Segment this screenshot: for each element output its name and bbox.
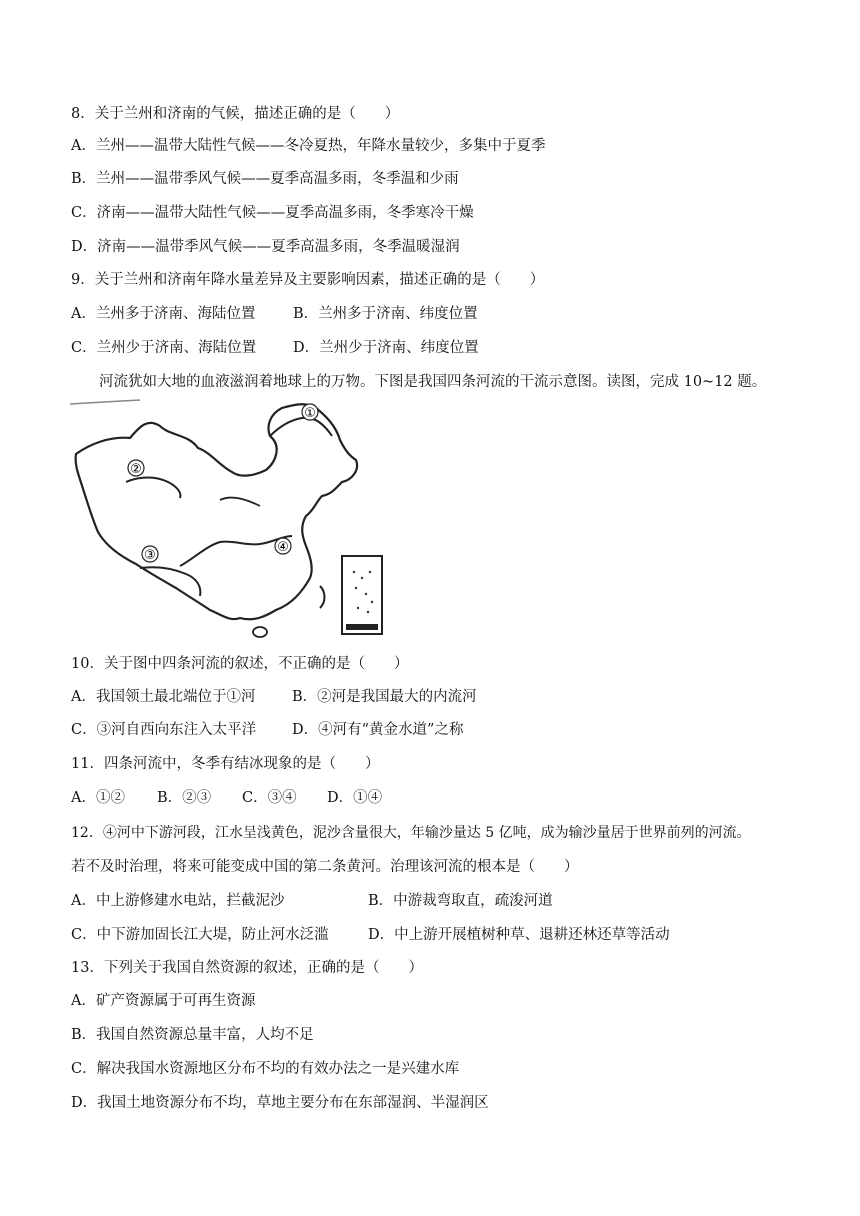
q9-option-d: D．兰州少于济南、纬度位置	[293, 340, 479, 356]
china-outline	[76, 404, 357, 619]
q10-stem: 10．关于图中四条河流的叙述，不正确的是（ ）	[71, 656, 409, 672]
q9-option-a: A．兰州多于济南、海陆位置	[71, 306, 256, 322]
rivers-intro: 河流犹如大地的血液滋润着地球上的万物。下图是我国四条河流的干流示意图。读图，完成 10~12 题。	[99, 374, 767, 390]
q10-option-b: B．②河是我国最大的内流河	[292, 689, 477, 705]
q12-stem-line1: 12．④河中下游河段，江水呈浅黄色，泥沙含量很大，年输沙量达 5 亿吨，成为输沙量居于世界前列的河流。	[71, 825, 751, 841]
q8-option-d: D．济南——温带季风气候——夏季高温多雨，冬季温暖湿润	[71, 239, 460, 255]
q8-stem: 8．关于兰州和济南的气候，描述正确的是（ ）	[71, 106, 400, 122]
map-svg	[70, 396, 390, 646]
map-label-1: ①	[304, 406, 316, 421]
q11-option-b: B．②③	[157, 790, 212, 806]
river-1-path	[270, 418, 332, 436]
q11-option-a: A．①②	[71, 790, 125, 806]
q13-option-c: C．解决我国水资源地区分布不均的有效办法之一是兴建水库	[71, 1061, 460, 1077]
hainan-island	[253, 627, 267, 637]
q11-option-d: D．①④	[327, 790, 383, 806]
q10-option-c: C．③河自西向东注入太平洋	[71, 722, 257, 738]
q10-option-a: A．我国领土最北端位于①河	[71, 689, 256, 705]
q11-option-c: C．③④	[242, 790, 297, 806]
q8-option-b: B．兰州——温带季风气候——夏季高温多雨，冬季温和少雨	[71, 171, 459, 187]
q9-option-b: B．兰州多于济南、纬度位置	[293, 306, 478, 322]
q13-stem: 13．下列关于我国自然资源的叙述，正确的是（ ）	[71, 960, 423, 976]
q11-stem: 11．四条河流中，冬季有结冰现象的是（ ）	[71, 756, 380, 772]
q8-option-c: C．济南——温带大陆性气候——夏季高温多雨，冬季寒冷干燥	[71, 205, 474, 221]
inner-boundary	[220, 498, 260, 506]
china-rivers-map	[70, 396, 390, 646]
q12-option-c: C．中下游加固长江大堤，防止河水泛滥	[71, 927, 329, 943]
q13-option-a: A．矿产资源属于可再生资源	[71, 993, 256, 1009]
river-2-path	[126, 478, 180, 499]
q12-stem-line2: 若不及时治理，将来可能变成中国的第二条黄河。治理该河流的根本是（ ）	[71, 859, 579, 875]
q13-option-b: B．我国自然资源总量丰富，人均不足	[71, 1027, 314, 1043]
q10-option-d: D．④河有“黄金水道”之称	[292, 722, 464, 738]
map-label-4: ④	[277, 540, 289, 555]
inset-label-bar	[346, 624, 378, 630]
map-label-3: ③	[144, 548, 156, 563]
q12-option-a: A．中上游修建水电站，拦截泥沙	[71, 893, 285, 909]
figure-edge	[70, 400, 140, 404]
q8-option-a: A．兰州——温带大陆性气候——冬冷夏热，年降水量较少，多集中于夏季	[71, 138, 546, 154]
taiwan-island	[320, 586, 325, 608]
q13-option-d: D．我国土地资源分布不均，草地主要分布在东部湿润、半湿润区	[71, 1095, 489, 1111]
q12-option-d: D．中上游开展植树种草、退耕还林还草等活动	[368, 927, 670, 943]
south-sea-inset	[342, 556, 382, 634]
map-label-2: ②	[130, 462, 142, 477]
river-4-path	[180, 536, 292, 566]
q9-option-c: C．兰州少于济南、海陆位置	[71, 340, 257, 356]
q12-option-b: B．中游裁弯取直，疏浚河道	[368, 893, 553, 909]
q9-stem: 9．关于兰州和济南年降水量差异及主要影响因素，描述正确的是（ ）	[71, 272, 545, 288]
